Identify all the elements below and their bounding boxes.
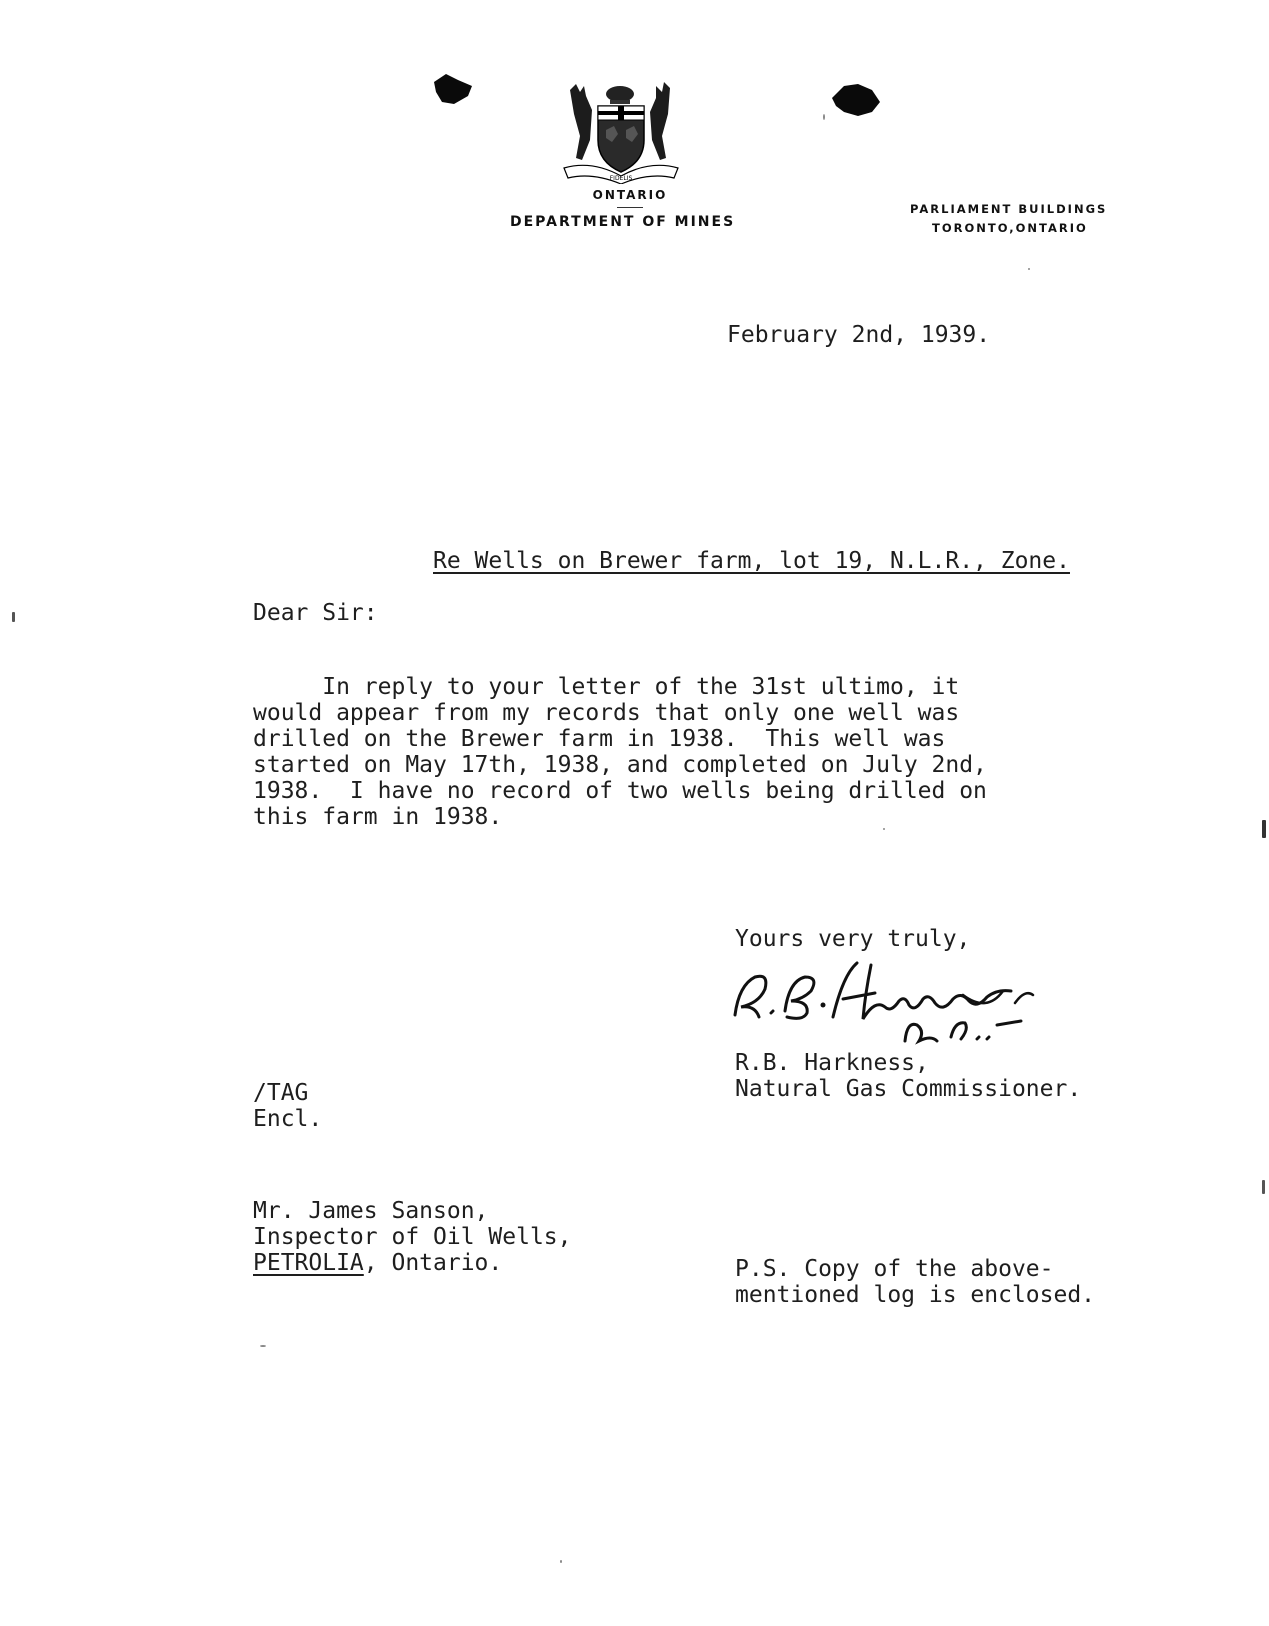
- letterhead-address-line1: PARLIAMENT BUILDINGS: [910, 202, 1108, 216]
- svg-text:FIDELIS: FIDELIS: [609, 175, 633, 182]
- letter-body-line: drilled on the Brewer farm in 1938. This well was: [253, 726, 946, 752]
- letterhead-province: ONTARIO: [592, 188, 668, 202]
- letter-body-line: started on May 17th, 1938, and completed on July 2nd,: [253, 752, 987, 778]
- letter-body-line: this farm in 1938.: [253, 804, 503, 830]
- ontario-coat-of-arms-icon: [562, 80, 680, 184]
- letter-salutation: Dear Sir:: [253, 600, 378, 626]
- scan-speck: [883, 828, 885, 830]
- letter-date: February 2nd, 1939.: [727, 322, 991, 348]
- scan-speck: [260, 1345, 266, 1347]
- scan-speck: [1028, 268, 1030, 270]
- ink-blot-right: [828, 82, 884, 122]
- scan-speck: [1262, 1180, 1265, 1194]
- signer-title: Natural Gas Commissioner.: [735, 1076, 1082, 1102]
- reference-initials: /TAG: [253, 1080, 309, 1106]
- postscript-line: mentioned log is enclosed.: [735, 1282, 1096, 1308]
- recipient-region: , Ontario.: [363, 1250, 503, 1276]
- letter-closing: Yours very truly,: [735, 926, 971, 952]
- recipient-title: Inspector of Oil Wells,: [253, 1224, 572, 1250]
- signer-name: R.B. Harkness,: [735, 1050, 929, 1076]
- scan-speck: [823, 114, 825, 120]
- handwritten-signature: [725, 955, 1085, 1065]
- letter-body-line: 1938. I have no record of two wells being drilled on: [253, 778, 987, 804]
- recipient-city: PETROLIA: [253, 1250, 364, 1276]
- ink-blot-left: [428, 72, 476, 108]
- letter-body-line: In reply to your letter of the 31st ultimo, it: [253, 674, 960, 700]
- enclosure-note: Encl.: [253, 1106, 323, 1132]
- recipient-name: Mr. James Sanson,: [253, 1198, 489, 1224]
- letter-subject: Re Wells on Brewer farm, lot 19, N.L.R., Zone.: [433, 548, 1070, 574]
- letterhead-department: DEPARTMENT OF MINES: [510, 214, 736, 230]
- recipient-address: [253, 1250, 502, 1276]
- postscript-line: P.S. Copy of the above-: [735, 1256, 1054, 1282]
- letterhead-address-line2: TORONTO,ONTARIO: [932, 221, 1088, 235]
- letter-body-line: would appear from my records that only one well was: [253, 700, 960, 726]
- scan-speck: [12, 612, 15, 622]
- letterhead-divider: [617, 207, 643, 208]
- scan-speck: [560, 1560, 562, 1563]
- scan-speck: [1262, 820, 1266, 838]
